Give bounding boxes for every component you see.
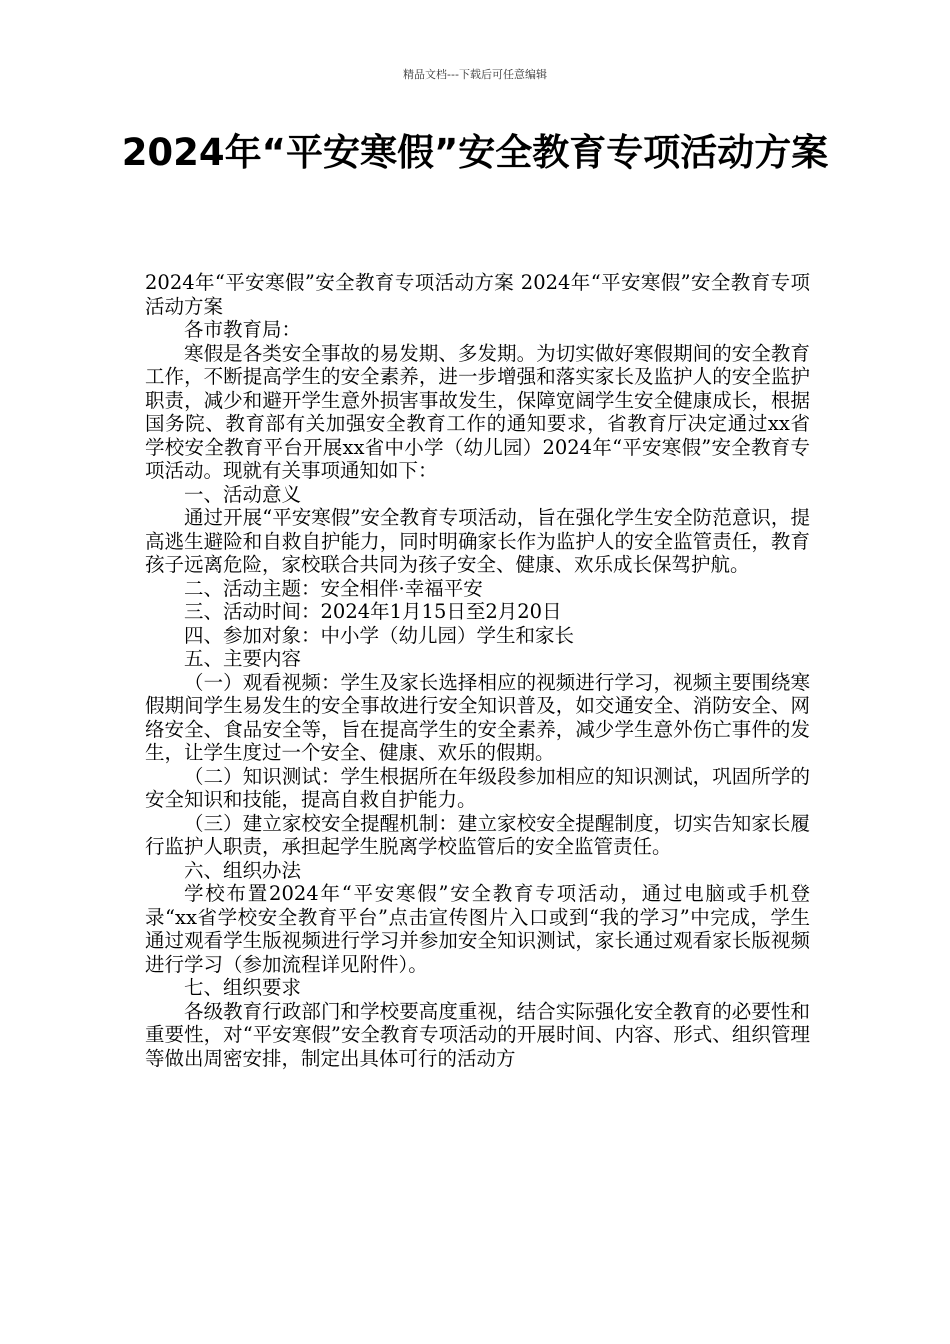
section-heading: 二、活动主题：安全相伴·幸福平安 <box>184 576 483 600</box>
header-note: 精品文档---下载后可任意编辑 <box>403 68 547 81</box>
section-heading: 三、活动时间：2024年1月15日至2月20日 <box>184 600 562 623</box>
paragraph: 各级教育行政部门和学校要高度重视，结合实际强化安全教育的必要性和重要性，对“平安寒假”安全教育专项活动的开展时间、内容、形式、组织管理等做出周密安排，制定出具体可行的活动方 <box>145 999 810 1070</box>
paragraph: 寒假是各类安全事故的易发期、多发期。为切实做好寒假期间的安全教育工作，不断提高学生的安全素养，进一步增强和落实家长及监护人的安全监护职责，减少和避开学生意外损害事故发生，保障宽阔学生安全健康成长，根据国务院、教育部有关加强安全教育工作的通知要求，省教育厅决定通过xx省学校安全教育平台开展xx省中小学（幼儿园）2024年“平安寒假”安全教育专项活动。现就有关事项通知如下： <box>145 341 810 482</box>
paragraph: （二）知识测试：学生根据所在年级段参加相应的知识测试，巩固所学的安全知识和技能，提高自救自护能力。 <box>145 764 810 811</box>
section-heading: 四、参加对象：中小学（幼儿园）学生和家长 <box>184 623 575 647</box>
section-heading: 六、组织办法 <box>184 858 302 882</box>
paragraph: （三）建立家校安全提醒机制：建立家校安全提醒制度，切实告知家长履行监护人职责，承担起学生脱离学校监管后的安全监管责任。 <box>145 811 810 858</box>
document-body <box>145 271 810 1070</box>
document-title: 2024年“平安寒假”安全教育专项活动方案 <box>121 131 829 174</box>
paragraph: 各市教育局： <box>184 318 302 341</box>
section-heading: 一、活动意义 <box>184 482 302 506</box>
paragraph: （一）观看视频：学生及家长选择相应的视频进行学习，视频主要围绕寒假期间学生易发生的安全事故进行安全知识普及，如交通安全、消防安全、网络安全、食品安全等，旨在提高学生的安全素养，减少学生意外伤亡事件的发生，让学生度过一个安全、健康、欢乐的假期。 <box>145 670 810 764</box>
paragraph: 学校布置2024年“平安寒假”安全教育专项活动，通过电脑或手机登录“xx省学校安全教育平台”点击宣传图片入口或到“我的学习”中完成，学生通过观看学生版视频进行学习并参加安全知识测试，家长通过观看家长版视频进行学习（参加流程详见附件）。 <box>145 882 810 976</box>
section-heading: 五、主要内容 <box>184 647 302 670</box>
section-heading: 七、组织要求 <box>184 976 302 999</box>
paragraph: 通过开展“平安寒假”安全教育专项活动，旨在强化学生安全防范意识，提高逃生避险和自救自护能力，同时明确家长作为监护人的安全监管责任，教育孩子远离危险，家校联合共同为孩子安全、健康、欢乐成长保驾护航。 <box>145 506 810 576</box>
paragraph: 2024年“平安寒假”安全教育专项活动方案 2024年“平安寒假”安全教育专项活动方案 <box>145 271 810 318</box>
